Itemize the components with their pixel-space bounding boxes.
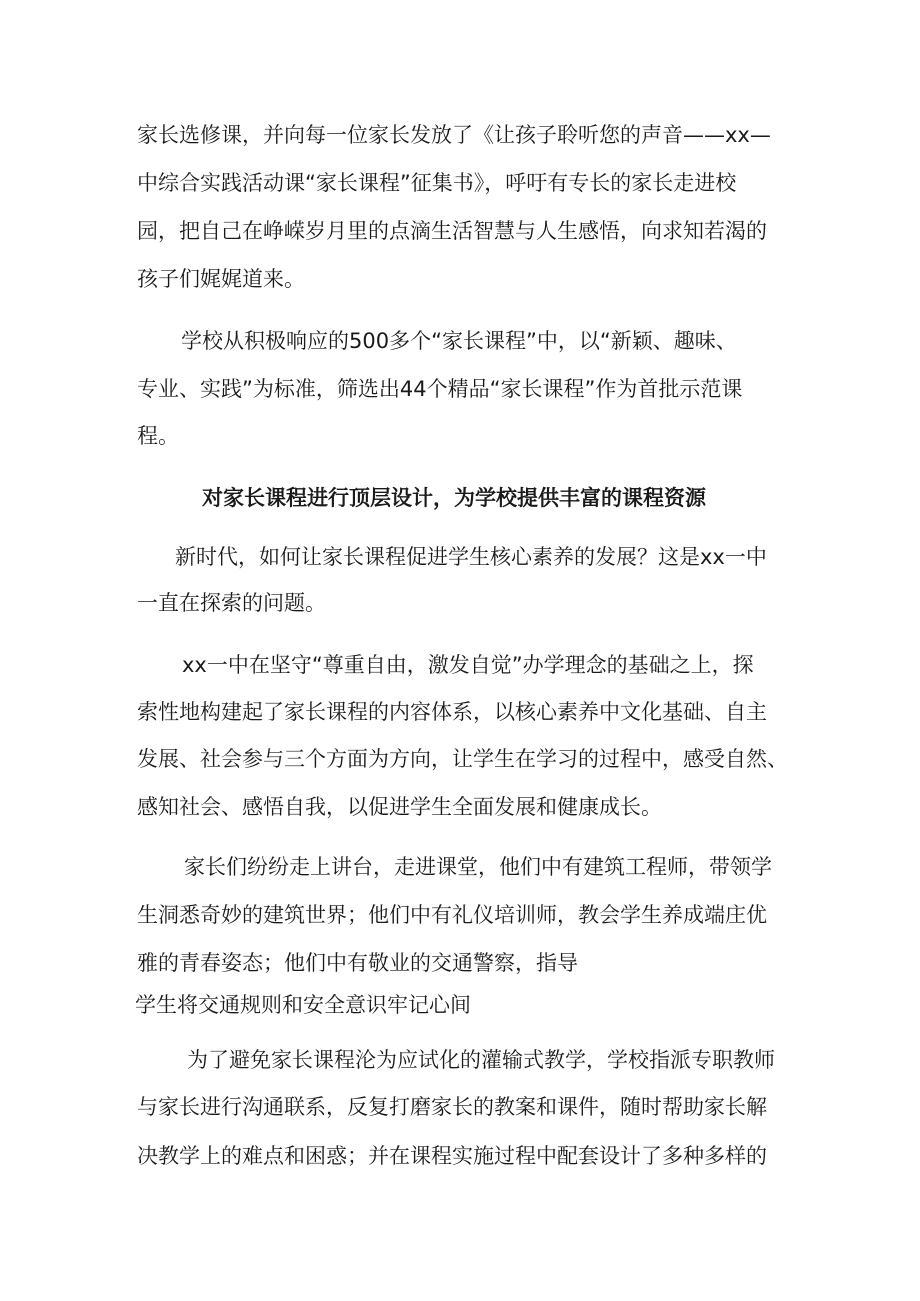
paragraph-line: 家长们纷纷走上讲台，走进课堂，他们中有建筑工程师，带领学 (184, 855, 772, 879)
paragraph-line: 雅的青春姿态；他们中有敬业的交通警察，指导 (137, 951, 578, 975)
paragraph-line: 感知社会、感悟自我，以促进学生全面发展和健康成长。 (137, 795, 662, 819)
paragraph-line: 专业、实践”为标准，筛选出44个精品“家长课程”作为首批示范课 (137, 377, 743, 401)
paragraph-line: 与家长进行沟通联系，反复打磨家长的教案和课件，随时帮助家长解 (137, 1095, 767, 1119)
paragraph-line: xx一中在坚守“尊重自由，激发自觉”办学理念的基础之上，探 (182, 653, 754, 677)
paragraph-line: 孩子们娓娓道来。 (137, 267, 305, 291)
paragraph-line: 程。 (137, 424, 179, 448)
paragraph-line: 新时代，如何让家长课程促进学生核心素养的发展？这是xx一中 (175, 545, 767, 569)
paragraph-line: 园，把自己在峥嵘岁月里的点滴生活智慧与人生感悟，向求知若渴的 (137, 219, 767, 243)
paragraph-line: 发展、社会参与三个方面为方向，让学生在学习的过程中，感受自然、 (137, 747, 788, 771)
paragraph-line: 决教学上的难点和困惑；并在课程实施过程中配套设计了多种多样的 (137, 1144, 767, 1168)
paragraph-line: 生洞悉奇妙的建筑世界；他们中有礼仪培训师，教会学生养成端庄优 (137, 903, 767, 927)
section-heading: 对家长课程进行顶层设计，为学校提供丰富的课程资源 (202, 486, 706, 510)
paragraph-line: 家长选修课，并向每一位家长发放了《让孩子聆听您的声音——xx— (137, 123, 771, 147)
paragraph-line: 索性地构建起了家长课程的内容体系，以核心素养中文化基础、自主 (137, 700, 767, 724)
paragraph-line: 学生将交通规则和安全意识牢记心间 (135, 993, 471, 1017)
paragraph-line: 为了避免家长课程沦为应试化的灌输式教学，学校指派专职教师 (187, 1048, 775, 1072)
paragraph-line: 一直在探索的问题。 (137, 591, 326, 615)
paragraph-line: 中综合实践活动课“家长课程”征集书》，呼吁有专长的家长走进校 (137, 171, 737, 195)
paragraph-line: 学校从积极响应的500多个“家长课程”中，以“新颖、趣味、 (181, 329, 737, 353)
